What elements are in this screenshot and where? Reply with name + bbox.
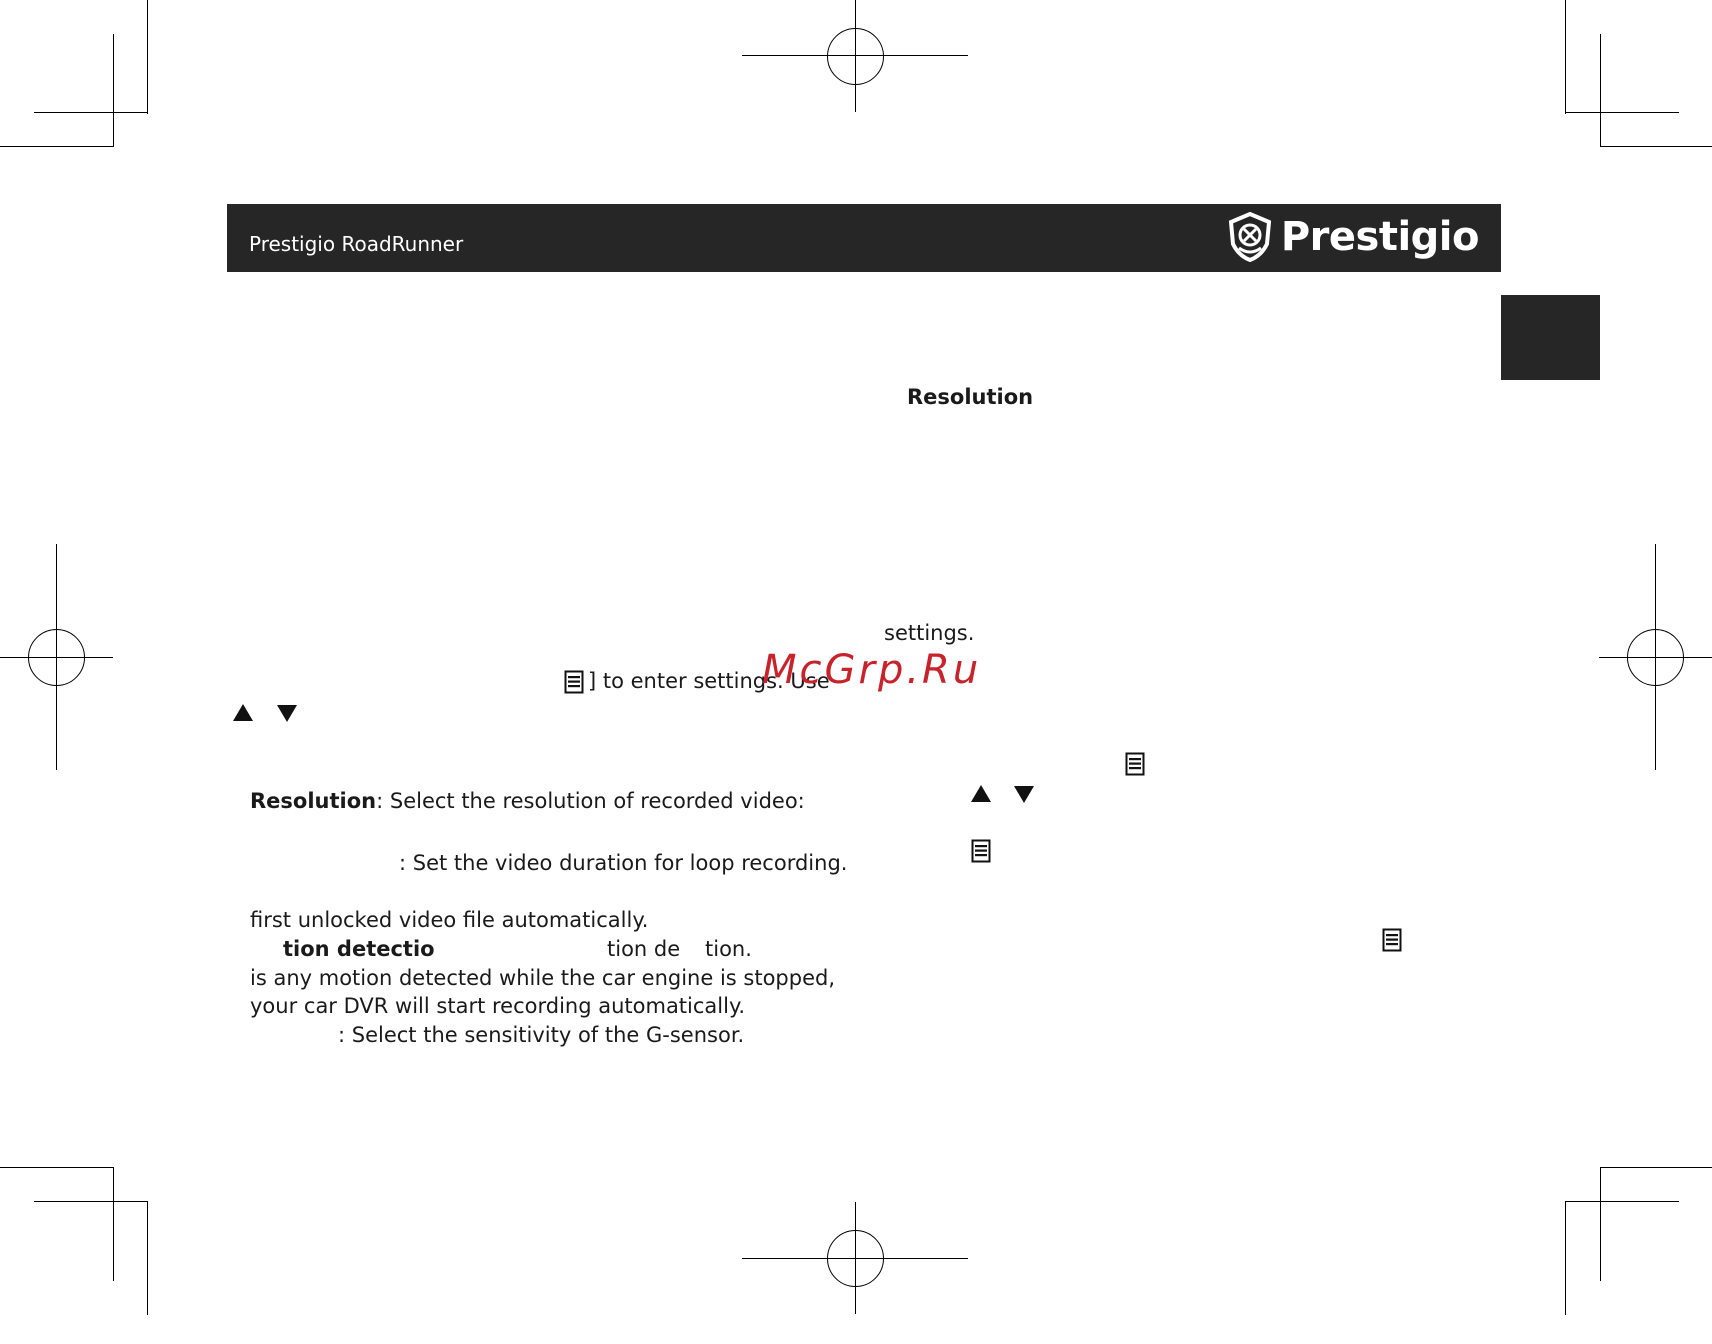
menu-icon — [1382, 928, 1402, 952]
brand-logo — [1227, 212, 1479, 262]
resolution-heading: Resolution — [907, 385, 1034, 409]
motion-description-line-2: is any motion detected while the car engine is stopped, — [250, 966, 836, 990]
motion-description-line-3: your car DVR will start recording automatically. — [250, 994, 746, 1018]
menu-icon — [1125, 752, 1145, 776]
header-bar — [227, 204, 1501, 272]
menu-icon — [564, 670, 584, 694]
motion-detection-label: tion detectio — [283, 937, 435, 961]
settings-instruction: ] to enter settings. Use — [588, 669, 830, 693]
resolution-description: : Select the resolution of recorded video: — [376, 789, 805, 813]
up-arrow-icon — [971, 785, 991, 802]
watermark: McGrp.Ru — [762, 647, 982, 693]
down-arrow-icon — [277, 705, 297, 722]
motion-fragment-1: tion de — [607, 937, 681, 961]
resolution-line — [250, 791, 805, 812]
resolution-label: Resolution — [250, 789, 377, 813]
side-tab — [1501, 295, 1600, 380]
down-arrow-icon — [1014, 786, 1034, 803]
prestigio-shield-icon — [1227, 212, 1273, 262]
up-arrow-icon — [233, 704, 253, 721]
logo-wordmark: Prestigio — [1280, 214, 1479, 260]
loop-recording-line: : Set the video duration for loop recording. — [399, 851, 848, 875]
settings-word: settings. — [884, 621, 975, 645]
header-title: Prestigio RoadRunner — [249, 232, 464, 256]
menu-icon — [971, 839, 991, 863]
unlocked-file-line: first unlocked video file automatically. — [250, 908, 649, 932]
gsensor-line: : Select the sensitivity of the G-sensor. — [338, 1023, 745, 1047]
motion-fragment-2: tion. — [705, 937, 752, 961]
